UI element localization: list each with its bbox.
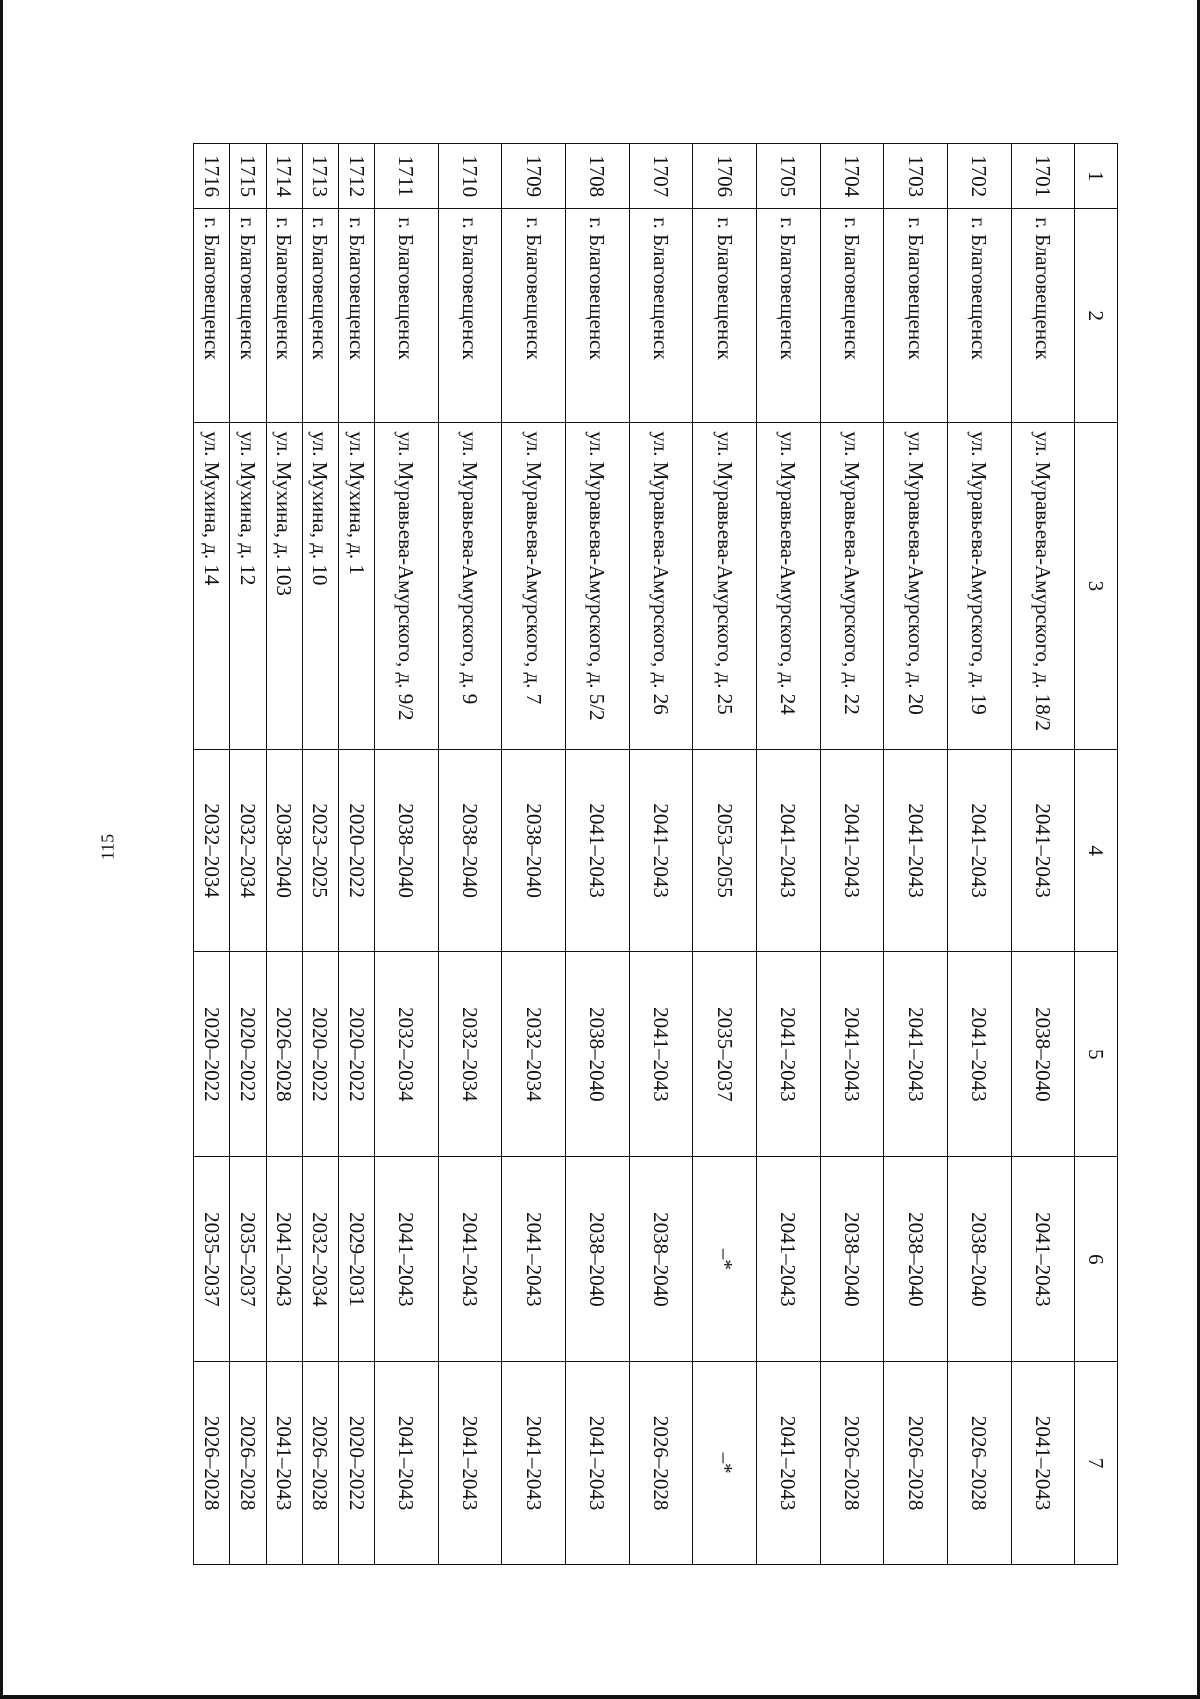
period-col-5: 2020–2022: [302, 952, 338, 1157]
period-col-5: 2032–2034: [438, 952, 502, 1157]
row-number: 1702: [947, 144, 1011, 209]
header-col-6: 6: [1075, 1157, 1118, 1362]
city-cell: г. Благовещенск: [438, 209, 502, 423]
period-col-7: 2026–2028: [820, 1362, 884, 1565]
period-col-5: 2020–2022: [230, 952, 266, 1157]
row-number: 1714: [266, 144, 302, 209]
period-col-7: 2026–2028: [947, 1362, 1011, 1565]
table-body: [194, 144, 1118, 1565]
period-col-6: 2041–2043: [757, 1157, 821, 1362]
city-cell: г. Благовещенск: [230, 209, 266, 423]
repair-schedule-table: [193, 143, 1118, 1565]
period-col-6: 2041–2043: [375, 1157, 439, 1362]
period-col-4: 2038–2040: [266, 749, 302, 952]
city-cell: г. Благовещенск: [194, 209, 230, 423]
period-col-4: 2041–2043: [947, 749, 1011, 952]
address-cell: ул. Муравьева-Амурского, д. 7: [502, 423, 566, 750]
table-row: [629, 144, 693, 1565]
header-col-3: 3: [1075, 423, 1118, 750]
address-cell: ул. Мухина, д. 14: [194, 423, 230, 750]
address-cell: ул. Мухина, д. 10: [302, 423, 338, 750]
period-col-6: 2032–2034: [302, 1157, 338, 1362]
row-number: 1716: [194, 144, 230, 209]
page-number-anchor: [97, 833, 118, 861]
city-cell: г. Благовещенск: [302, 209, 338, 423]
table-row: [947, 144, 1011, 1565]
period-col-6: 2041–2043: [1011, 1157, 1075, 1362]
city-cell: г. Благовещенск: [820, 209, 884, 423]
row-number: 1713: [302, 144, 338, 209]
table-row: [302, 144, 338, 1565]
period-col-6: 2029–2031: [338, 1157, 374, 1362]
row-number: 1711: [375, 144, 439, 209]
address-cell: ул. Мухина, д. 12: [230, 423, 266, 750]
address-cell: ул. Муравьева-Амурского, д. 20: [884, 423, 948, 750]
row-number: 1712: [338, 144, 374, 209]
scan-border-left: [0, 0, 3, 1699]
period-col-5: 2032–2034: [502, 952, 566, 1157]
period-col-6: 2035–2037: [194, 1157, 230, 1362]
table-row: [438, 144, 502, 1565]
address-cell: ул. Муравьева-Амурского, д. 9/2: [375, 423, 439, 750]
period-col-6: 2035–2037: [230, 1157, 266, 1362]
table-row: [566, 144, 630, 1565]
period-col-7: 2041–2043: [502, 1362, 566, 1565]
table-row: [820, 144, 884, 1565]
period-col-5: 2026–2028: [266, 952, 302, 1157]
row-number: 1705: [757, 144, 821, 209]
scan-border-bottom: [0, 1695, 1200, 1699]
period-col-6: 2038–2040: [629, 1157, 693, 1362]
period-col-4: 2023–2025: [302, 749, 338, 952]
period-col-5: 2038–2040: [1011, 952, 1075, 1157]
period-col-7: 2020–2022: [338, 1362, 374, 1565]
period-col-4: 2038–2040: [438, 749, 502, 952]
row-number: 1707: [629, 144, 693, 209]
table-row: [375, 144, 439, 1565]
period-col-4: 2038–2040: [502, 749, 566, 952]
table-header-row: [1075, 144, 1118, 1565]
period-col-4: 2032–2034: [230, 749, 266, 952]
row-number: 1701: [1011, 144, 1075, 209]
page-number: 115: [97, 833, 118, 861]
period-col-6: 2038–2040: [820, 1157, 884, 1362]
row-number: 1715: [230, 144, 266, 209]
table-row: [1011, 144, 1075, 1565]
period-col-4: 2041–2043: [629, 749, 693, 952]
period-col-6: 2038–2040: [947, 1157, 1011, 1362]
city-cell: г. Благовещенск: [566, 209, 630, 423]
address-cell: ул. Муравьева-Амурского, д. 9: [438, 423, 502, 750]
city-cell: г. Благовещенск: [375, 209, 439, 423]
period-col-5: 2032–2034: [375, 952, 439, 1157]
period-col-7: 2041–2043: [757, 1362, 821, 1565]
period-col-6: 2041–2043: [502, 1157, 566, 1362]
table-row: [757, 144, 821, 1565]
address-cell: ул. Муравьева-Амурского, д. 26: [629, 423, 693, 750]
header-col-2: 2: [1075, 209, 1118, 423]
period-col-4: 2041–2043: [1011, 749, 1075, 952]
period-col-5: 2041–2043: [884, 952, 948, 1157]
header-col-5: 5: [1075, 952, 1118, 1157]
city-cell: г. Благовещенск: [266, 209, 302, 423]
table-row: [194, 144, 230, 1565]
period-col-5: 2020–2022: [194, 952, 230, 1157]
city-cell: г. Благовещенск: [884, 209, 948, 423]
row-number: 1703: [884, 144, 948, 209]
period-col-7: 2026–2028: [230, 1362, 266, 1565]
period-col-5: 2020–2022: [338, 952, 374, 1157]
period-col-6: –*: [693, 1157, 757, 1362]
city-cell: г. Благовещенск: [1011, 209, 1075, 423]
period-col-4: 2041–2043: [566, 749, 630, 952]
city-cell: г. Благовещенск: [629, 209, 693, 423]
period-col-5: 2041–2043: [629, 952, 693, 1157]
row-number: 1710: [438, 144, 502, 209]
period-col-7: –*: [693, 1362, 757, 1565]
city-cell: г. Благовещенск: [693, 209, 757, 423]
address-cell: ул. Мухина, д. 103: [266, 423, 302, 750]
rotated-table-container: [193, 143, 1118, 1565]
period-col-7: 2026–2028: [629, 1362, 693, 1565]
city-cell: г. Благовещенск: [757, 209, 821, 423]
table-row: [266, 144, 302, 1565]
table-row: [693, 144, 757, 1565]
period-col-7: 2041–2043: [1011, 1362, 1075, 1565]
address-cell: ул. Муравьева-Амурского, д. 24: [757, 423, 821, 750]
address-cell: ул. Муравьева-Амурского, д. 18/2: [1011, 423, 1075, 750]
header-col-1: 1: [1075, 144, 1118, 209]
period-col-7: 2026–2028: [302, 1362, 338, 1565]
period-col-5: 2041–2043: [757, 952, 821, 1157]
row-number: 1709: [502, 144, 566, 209]
period-col-5: 2041–2043: [820, 952, 884, 1157]
address-cell: ул. Муравьева-Амурского, д. 25: [693, 423, 757, 750]
period-col-7: 2041–2043: [375, 1362, 439, 1565]
city-cell: г. Благовещенск: [338, 209, 374, 423]
table-row: [884, 144, 948, 1565]
period-col-6: 2038–2040: [566, 1157, 630, 1362]
period-col-4: 2032–2034: [194, 749, 230, 952]
header-col-4: 4: [1075, 749, 1118, 952]
period-col-7: 2026–2028: [884, 1362, 948, 1565]
address-cell: ул. Муравьева-Амурского, д. 22: [820, 423, 884, 750]
address-cell: ул. Муравьева-Амурского, д. 19: [947, 423, 1011, 750]
table-row: [338, 144, 374, 1565]
address-cell: ул. Муравьева-Амурского, д. 5/2: [566, 423, 630, 750]
period-col-5: 2035–2037: [693, 952, 757, 1157]
period-col-6: 2038–2040: [884, 1157, 948, 1362]
period-col-4: 2038–2040: [375, 749, 439, 952]
period-col-5: 2041–2043: [947, 952, 1011, 1157]
period-col-6: 2041–2043: [266, 1157, 302, 1362]
period-col-4: 2041–2043: [757, 749, 821, 952]
table-row: [502, 144, 566, 1565]
period-col-4: 2053–2055: [693, 749, 757, 952]
period-col-7: 2026–2028: [194, 1362, 230, 1565]
row-number: 1704: [820, 144, 884, 209]
row-number: 1706: [693, 144, 757, 209]
address-cell: ул. Мухина, д. 1: [338, 423, 374, 750]
city-cell: г. Благовещенск: [502, 209, 566, 423]
city-cell: г. Благовещенск: [947, 209, 1011, 423]
period-col-4: 2041–2043: [884, 749, 948, 952]
row-number: 1708: [566, 144, 630, 209]
period-col-7: 2041–2043: [566, 1362, 630, 1565]
period-col-7: 2041–2043: [266, 1362, 302, 1565]
header-col-7: 7: [1075, 1362, 1118, 1565]
period-col-5: 2038–2040: [566, 952, 630, 1157]
period-col-6: 2041–2043: [438, 1157, 502, 1362]
table-row: [230, 144, 266, 1565]
period-col-7: 2041–2043: [438, 1362, 502, 1565]
period-col-4: 2041–2043: [820, 749, 884, 952]
period-col-4: 2020–2022: [338, 749, 374, 952]
